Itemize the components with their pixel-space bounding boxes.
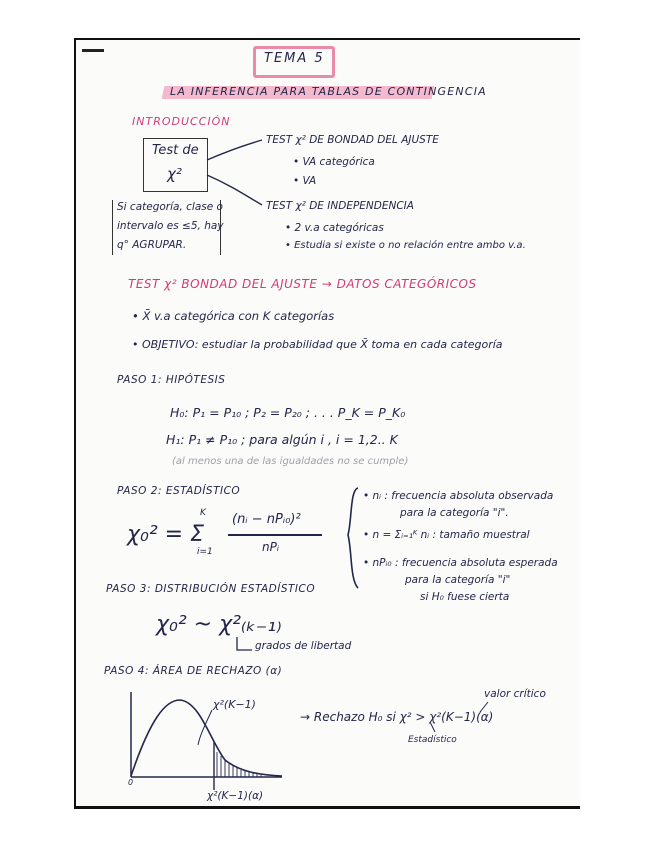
- note-line2: intervalo es ≤5, hay: [117, 220, 224, 232]
- branch-line-top: [207, 140, 262, 160]
- paso4-stat-label: Estadístico: [408, 735, 457, 745]
- section2-bullet1: • X̄ v.a categórica con K categorías: [132, 309, 335, 323]
- paso2-def3a: • nPᵢ₀ : frecuencia absoluta esperada: [363, 557, 558, 569]
- branch2-bullet2: • Estudia si existe o no relación entre ambo v.a.: [285, 240, 526, 251]
- paso2-formula-left: χ₀² = Σ: [127, 522, 204, 547]
- page-subtitle: LA INFERENCIA PARA TABLAS DE CONTINGENCIA: [170, 85, 487, 98]
- intro-heading: INTRODUCCIÓN: [132, 115, 231, 128]
- paso1-note: (al menos una de las igualdades no se cumple): [172, 456, 409, 467]
- paso3-heading: PASO 3: DISTRIBUCIÓN ESTADÍSTICO: [106, 583, 316, 595]
- paso1-h1: H₁: P₁ ≠ P₁₀ ; para algún i , i = 1,2.. K: [166, 432, 398, 447]
- note-line3: q° AGRUPAR.: [117, 239, 187, 251]
- branch2-bullet1: • 2 v.a categóricas: [285, 222, 384, 234]
- branch2-title: TEST χ² DE INDEPENDENCIA: [266, 200, 414, 212]
- paso2-sum-top: K: [200, 508, 206, 518]
- paso4-critical-label: valor crítico: [484, 688, 546, 700]
- paso1-heading: PASO 1: HIPÓTESIS: [117, 374, 226, 386]
- paso4-heading: PASO 4: ÁREA DE RECHAZO (α): [104, 665, 283, 677]
- definitions-brace: [348, 488, 358, 588]
- paso4-curve-label: χ²(K−1): [213, 698, 256, 711]
- branch-line-bottom: [207, 175, 262, 205]
- paso2-def3c: si H₀ fuese cierta: [420, 591, 510, 603]
- test-box-line1: Test de: [152, 143, 199, 158]
- section2-heading: TEST χ² BONDAD DEL AJUSTE → DATOS CATEGÓRICOS: [128, 277, 477, 291]
- test-box-line2: χ²: [167, 165, 182, 183]
- paso4-rule: → Rechazo H₀ si χ² > χ²(K−1)(α): [300, 710, 494, 724]
- paso2-denominator: nPᵢ: [262, 540, 279, 554]
- paso2-def3b: para la categoría "i": [405, 574, 511, 586]
- paso2-def1a: • nᵢ : frecuencia absoluta observada: [363, 490, 554, 502]
- branch1-title: TEST χ² DE BONDAD DEL AJUSTE: [266, 134, 439, 146]
- paso1-h0: H₀: P₁ = P₁₀ ; P₂ = P₂₀ ; . . . P_K = P_K₀: [170, 405, 406, 420]
- page-title: TEMA 5: [264, 51, 325, 66]
- paso2-def1b: para la categoría "i".: [400, 507, 509, 519]
- branch1-bullet1: • VA categórica: [293, 156, 375, 168]
- paso2-heading: PASO 2: ESTADÍSTICO: [117, 485, 241, 497]
- paso4-origin: 0: [128, 778, 134, 787]
- section2-bullet2: • OBJETIVO: estudiar la probabilidad que X̄ toma en cada categoría: [132, 338, 503, 351]
- branch1-bullet2: • VA: [293, 175, 317, 187]
- degrees-hook: [237, 637, 252, 650]
- paso3-note: grados de libertad: [255, 640, 352, 652]
- paso3-formula: χ₀² ~ χ²₍ₖ₋₁₎: [156, 612, 282, 637]
- note-line1: Si categoría, clase o: [117, 201, 223, 213]
- paso2-numerator: (nᵢ − nPᵢ₀)²: [232, 512, 301, 527]
- chi-square-curve: [131, 700, 282, 776]
- paso4-axis-label: χ²(K−1)(α): [207, 790, 264, 802]
- paso2-sum-bottom: i=1: [197, 547, 213, 557]
- fraction-bar: [228, 534, 322, 536]
- paso2-def2: • n = Σᵢ₌₁ᴷ nᵢ : tamaño muestral: [363, 529, 530, 541]
